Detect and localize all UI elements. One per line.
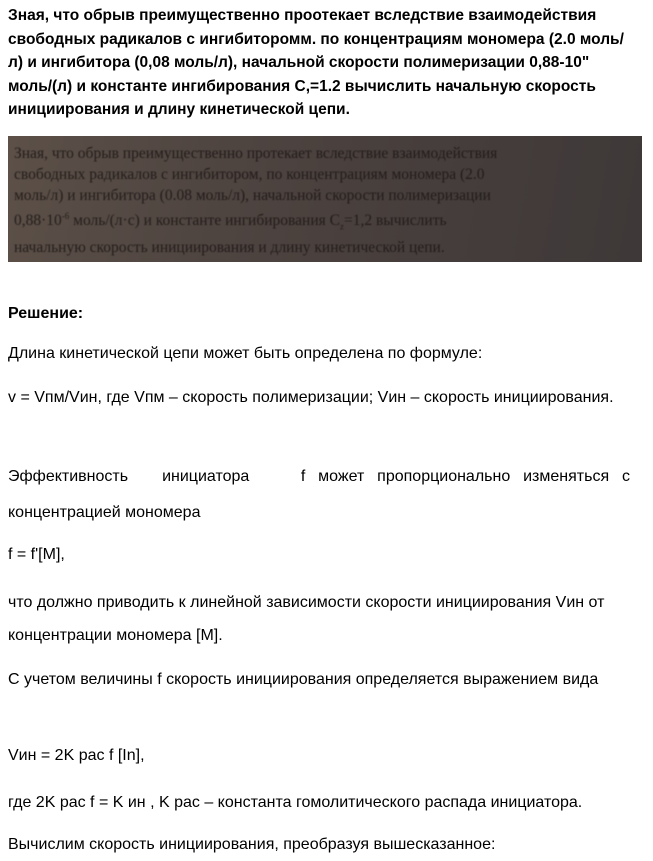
photo-line-4-exp: -6 — [61, 211, 70, 221]
p3-word-1: Эффективность — [8, 468, 129, 485]
solution-paragraph-6: С учетом величины f скорость инициирования определяется выражением вида — [8, 671, 599, 688]
photo-line-4-post: =1,2 вычислить — [343, 212, 447, 230]
photo-line-4-sub: z — [339, 221, 344, 232]
p3-rest: f может пропорционально изменяться с концентрацией мономера — [8, 468, 630, 521]
solution-paragraph-2: v = Vпм/Vин, где Vпм – скорость полимеризации; Vин – скорость инициирования. — [8, 389, 614, 406]
photo-line-1: Зная, что обрыв преимущественно протекает вследствие взаимодействия — [14, 145, 498, 162]
solution-paragraph-3 — [8, 459, 630, 531]
photo-line-2: свободных радикалов с ингибитором, по концентрациям мономера (2.0 — [14, 166, 485, 183]
photo-line-3: моль/л) и ингибитора (0.08 моль/л), начальной скорости полимеризации — [14, 187, 491, 204]
photo-line-4-pre: 0,88·10 — [14, 212, 62, 230]
solution-heading: Решение: — [8, 305, 84, 322]
problem-statement: Зная, что обрыв преимущественно проотекает вследствие взаимодействия свободных радикалов с ингибиторомм. по концентрациям мономера (2.0 моль/л) и ингибитора (0,08 моль/л), начальной скорости полимеризации 0,88-10" моль/(л) и константе ингибирования С,=1.2 вычислить начальную скорость инициирования и длину кинетической цепи. — [8, 7, 624, 118]
photo-line-5: начальную скорость инициирования и длину кинетической цепи. — [14, 239, 445, 257]
p3-word-2: инициатора — [162, 468, 250, 485]
problem-photo — [8, 136, 642, 262]
solution-paragraph-9: Вычислим скорость инициирования, преобразуя вышесказанное: — [8, 836, 496, 853]
photo-text — [14, 143, 614, 258]
formula-vin: Vин = 2K рас f [In], — [8, 747, 145, 764]
photo-line-4-mid: моль/(л·с) и константе ингибирования C — [69, 212, 340, 230]
solution-paragraph-5: что должно приводить к линейной зависимости скорости инициирования Vин от концентрации мономера [M]. — [8, 594, 605, 644]
solution-paragraph-8: где 2K рас f = K ин , K рас – константа гомолитического распада инициатора. — [8, 794, 583, 811]
formula-f: f = f'[M], — [8, 546, 65, 563]
solution-paragraph-1: Длина кинетической цепи может быть определена по формуле: — [8, 345, 483, 362]
